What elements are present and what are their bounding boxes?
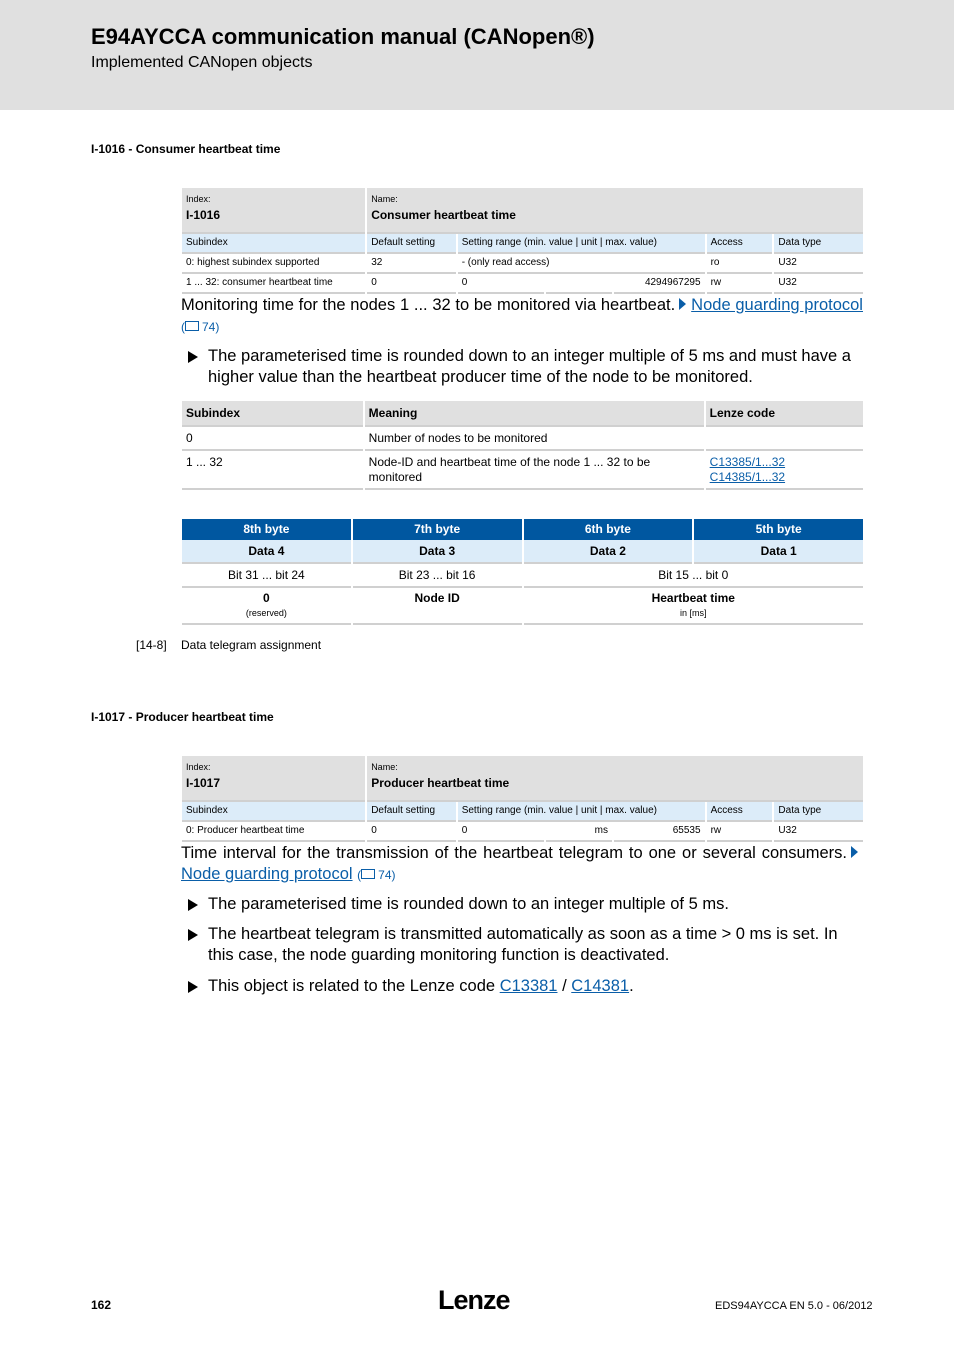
section-heading-1016: I-1016 - Consumer heartbeat time [91,142,281,156]
lenze-code-link-c13385[interactable]: C13385/1...32 [709,455,786,469]
bullet-arrow-icon [188,351,198,363]
table-row: 1 ... 32: consumer heartbeat time 0 0 4294967295 rw U32 [182,274,863,294]
link-arrow-icon [851,846,858,858]
table-row: 1 ... 32 Node-ID and heartbeat time of the node 1 ... 32 to be monitored C13385/1...32 C14385/1...32 [182,451,863,490]
col-default: Default setting [367,234,456,254]
data-telegram-table: 8th byte 7th byte 6th byte 5th byte Data 4 Data 3 Data 2 Data 1 Bit 31 ... bit 24 Bit 23 ... bit 16 Bit 15 ... bit 0 0 (reserved) Node ID Heartbeat time in [ms] [180,519,865,625]
figure-caption: Data telegram assignment [181,638,322,652]
description-1016: Monitoring time for the nodes 1 ... 32 to be monitored via heartbeat. Node guarding protocol ( 74) [181,296,863,334]
figure-number: [14-8] [136,638,167,652]
col-access: Access [707,234,773,254]
list-item: The parameterised time is rounded down to an integer multiple of 5 ms and must have a higher value than the heartbeat producer time of the node to be monitored. [208,346,863,388]
bullet-arrow-icon [188,929,198,941]
link-arrow-icon [679,298,686,310]
page-ref[interactable]: ( 74) [357,868,396,882]
list-item: The parameterised time is rounded down to an integer multiple of 5 ms. [208,894,863,915]
object-table-1016 [180,188,865,294]
chapter-subtitle: Implemented CANopen objects [91,54,313,71]
col-range: Setting range (min. value | unit | max. value) [458,234,705,254]
document-id: EDS94AYCCA EN 5.0 - 06/2012 [715,1300,873,1312]
meaning-table: Subindex Meaning Lenze code 0 Number of nodes to be monitored 1 ... 32 Node-ID and heartbeat time of the node 1 ... 32 to be monitored C13385/1...32 C14385/1...32 [180,401,865,490]
bullet-arrow-icon [188,899,198,911]
col-subindex: Subindex [182,234,365,254]
lenze-code-link-c13381[interactable]: C13381 [499,977,558,995]
lenze-logo: Lenze [438,1285,510,1315]
index-cell: Index: I-1017 [182,756,365,802]
book-icon [361,869,375,879]
index-cell: Index: I-1016 [182,188,365,234]
table-row: 0: highest subindex supported 32 - (only read access) ro U32 [182,254,863,274]
manual-title: E94AYCCA communication manual (CANopen®) [91,24,595,49]
col-type: Data type [774,234,863,254]
bullet-arrow-icon [188,981,198,993]
lenze-code-link-c14385[interactable]: C14385/1...32 [709,470,786,484]
page-header [0,0,954,110]
object-table-1017: Index: I-1017 Name: Producer heartbeat time Subindex Default setting Setting range (min. value | unit | max. value) Access Data type 0: Producer heartbeat time 0 0 ms 65535 rw U32 [180,756,865,842]
page-ref[interactable]: ( 74) [181,320,220,334]
lenze-code-link-c14381[interactable]: C14381 [571,977,630,995]
book-icon [185,321,199,331]
list-item: The heartbeat telegram is transmitted automatically as soon as a time > 0 ms is set. In this case, the node guarding monitoring function is deactivated. [208,924,863,966]
table-row: 0 Number of nodes to be monitored [182,427,863,451]
node-guarding-link[interactable]: Node guarding protocol [691,296,863,314]
section-heading-1017: I-1017 - Producer heartbeat time [91,710,274,724]
table-row: 0: Producer heartbeat time 0 0 ms 65535 rw U32 [182,822,863,842]
node-guarding-link[interactable]: Node guarding protocol [181,865,353,883]
page-number: 162 [91,1298,112,1312]
name-cell: Name: Consumer heartbeat time [367,188,863,234]
description-1017: Time interval for the transmission of the heartbeat telegram to one or several consumers.Node guarding protocol ( 74) [181,843,863,886]
list-item: This object is related to the Lenze code C13381 / C14381. [208,976,863,997]
name-cell: Name: Producer heartbeat time [367,756,863,802]
